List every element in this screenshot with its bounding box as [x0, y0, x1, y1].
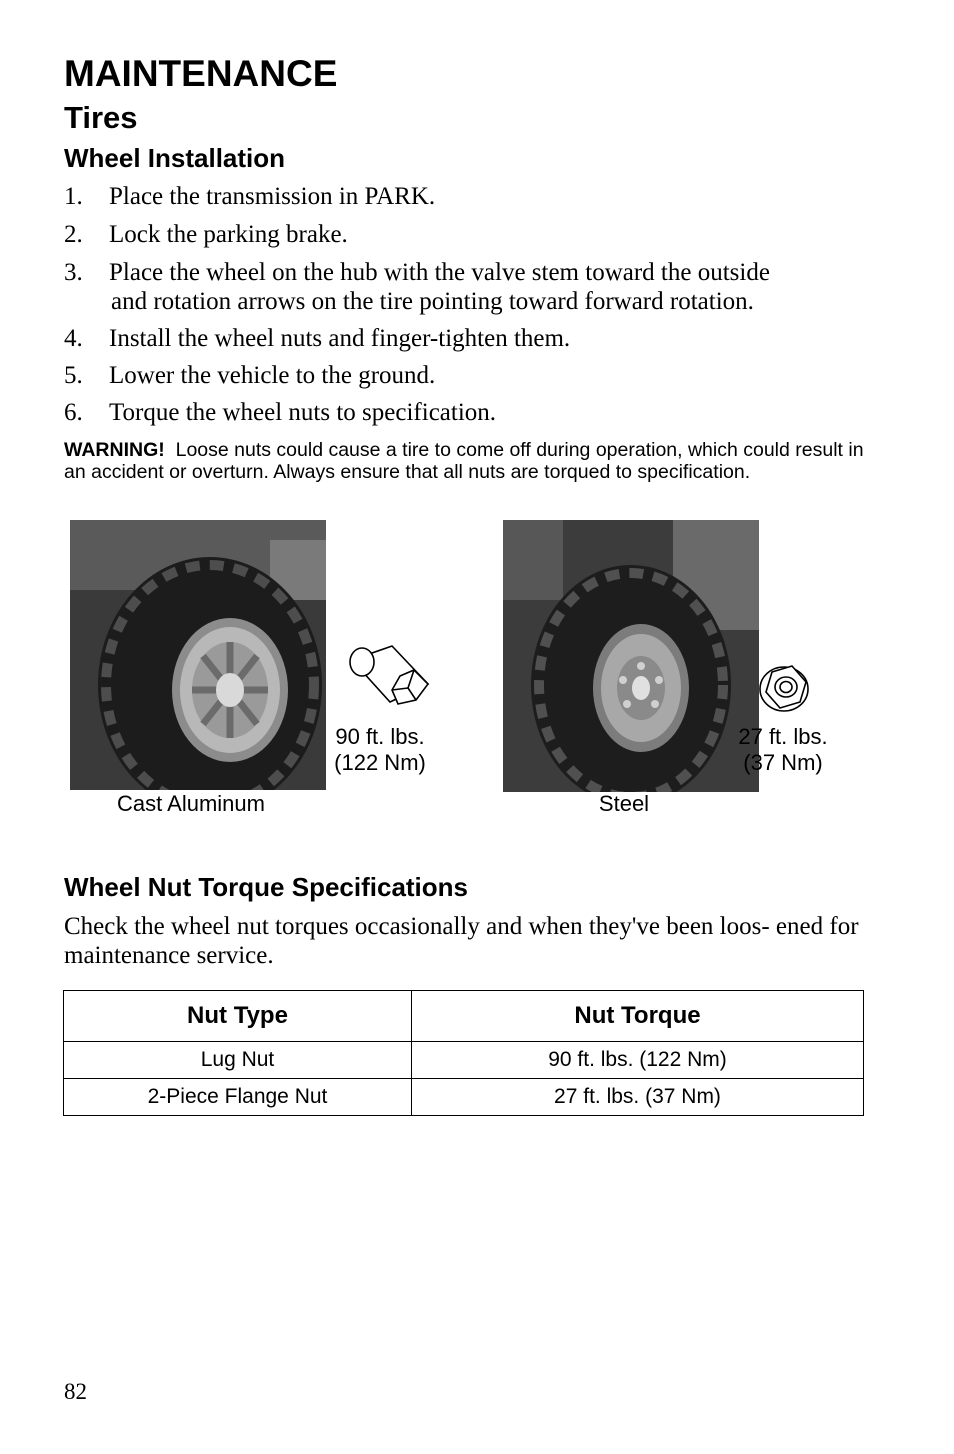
step-text: Place the transmission in PARK.	[109, 183, 436, 210]
cast-torque-label	[300, 724, 460, 776]
step-text: Torque the wheel nuts to specification.	[109, 399, 497, 426]
step-number: 5.	[64, 362, 83, 389]
step-text	[109, 258, 864, 316]
section-heading: MAINTENANCE	[64, 53, 338, 94]
torque-spec-table	[63, 990, 864, 1116]
header-nut-type: Nut Type	[64, 991, 412, 1042]
warning-note	[64, 439, 874, 483]
table-header-row	[64, 991, 864, 1042]
table-cell: 90 ft. lbs. (122 Nm)	[412, 1042, 864, 1079]
step-item	[64, 398, 864, 427]
step-number: 3.	[64, 259, 83, 286]
topic-heading: Wheel Installation	[64, 143, 286, 173]
steel-caption: Steel	[598, 791, 650, 816]
cast-torque-nm: (122 Nm)	[334, 750, 426, 775]
table-row	[64, 1079, 864, 1116]
table-cell: 2-Piece Flange Nut	[64, 1079, 412, 1116]
steel-torque-label	[702, 724, 864, 776]
torque-spec-heading: Wheel Nut Torque Specifications	[64, 872, 469, 902]
step-item	[64, 182, 864, 211]
warning-text: Loose nuts could cause a tire to come off during operation, which could result in an accident or overturn. Always ensure that all nuts are torqued to specification.	[64, 439, 864, 483]
cast-wheel-illustration	[70, 520, 326, 790]
table-cell: Lug Nut	[64, 1042, 412, 1079]
steel-torque-ftlbs: 27 ft. lbs.	[738, 724, 828, 749]
step-item	[64, 324, 864, 353]
table-cell: 27 ft. lbs. (37 Nm)	[412, 1079, 864, 1116]
cast-torque-ftlbs: 90 ft. lbs.	[335, 724, 425, 749]
step-text: Lower the vehicle to the ground.	[109, 362, 436, 389]
step-number: 2.	[64, 221, 83, 248]
cast-aluminum-wheel-photo	[70, 520, 326, 790]
step-text: Lock the parking brake.	[109, 221, 348, 248]
step-number: 1.	[64, 183, 83, 210]
table-row	[64, 1042, 864, 1079]
cast-aluminum-caption: Cast Aluminum	[117, 791, 265, 816]
step-item	[64, 361, 864, 390]
warning-label: WARNING!	[64, 439, 165, 461]
step-text-line: Place the wheel on the hub with the valve stem toward the outside	[109, 259, 770, 286]
torque-intro-text: Check the wheel nut torques occasionally and when they've been loos- ened for maintenance service.	[64, 913, 859, 969]
steel-torque-nm: (37 Nm)	[743, 750, 823, 775]
step-number: 4.	[64, 325, 83, 352]
step-item	[64, 258, 864, 316]
header-nut-torque: Nut Torque	[412, 991, 864, 1042]
page-number: 82	[64, 1379, 87, 1404]
step-text-line: and rotation arrows on the tire pointing toward forward rotation.	[111, 288, 754, 315]
subsection-heading: Tires	[64, 100, 138, 135]
flange-nut-icon	[756, 660, 812, 714]
step-item	[64, 220, 864, 249]
step-number: 6.	[64, 399, 83, 426]
lug-nut-icon	[342, 640, 434, 710]
step-text: Install the wheel nuts and finger-tighten them.	[109, 325, 571, 352]
